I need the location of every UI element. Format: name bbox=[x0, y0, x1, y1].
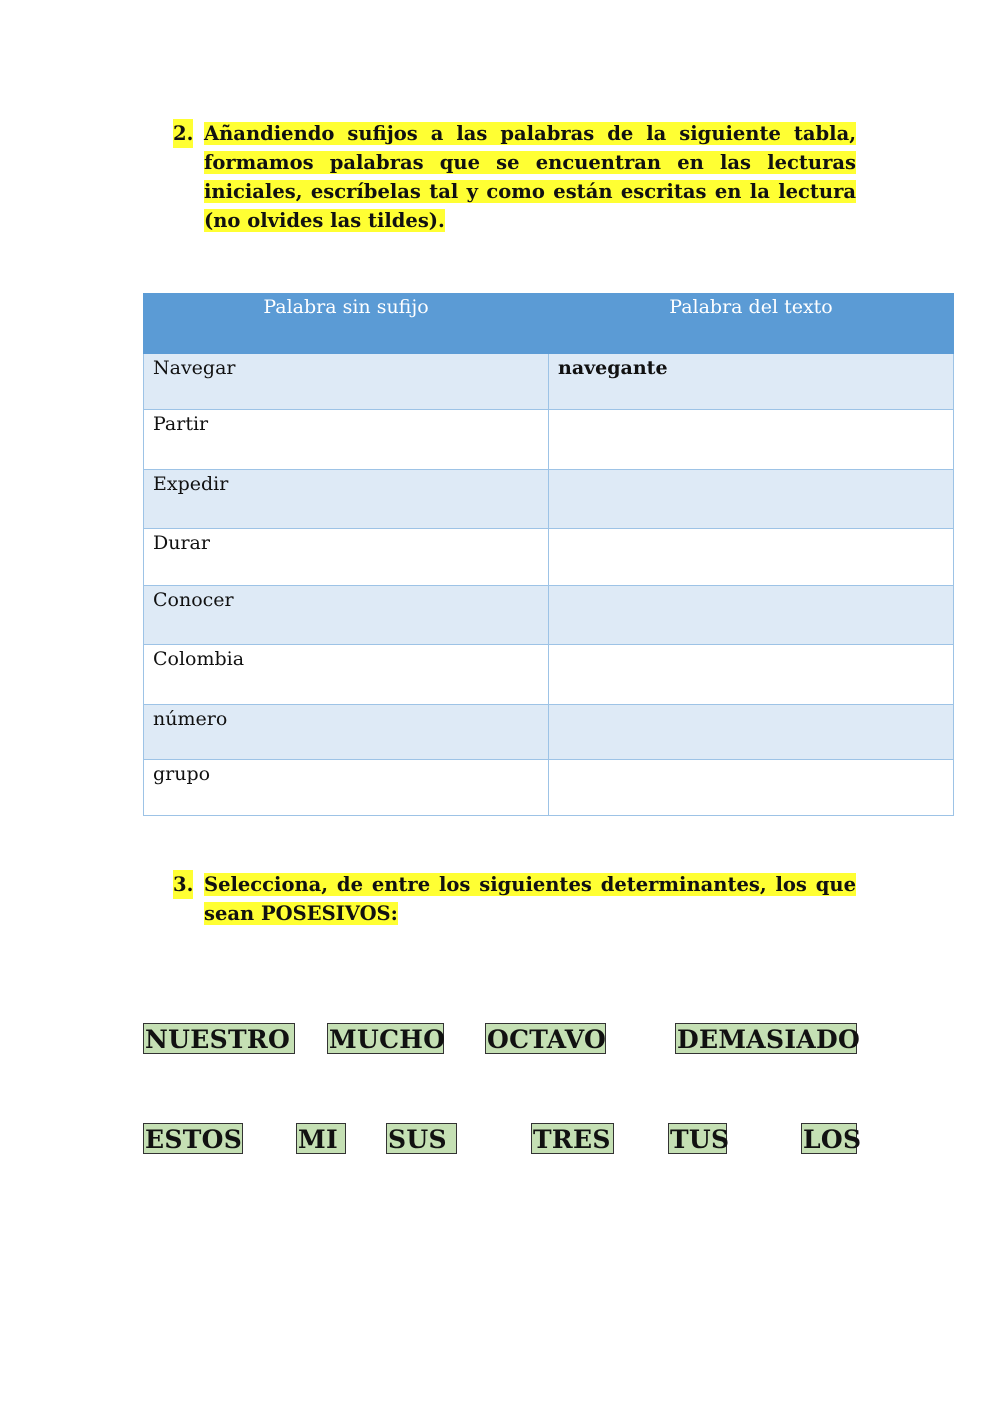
row-answer-input[interactable] bbox=[549, 410, 954, 470]
row-answer-input[interactable] bbox=[549, 529, 954, 586]
option-chip-tres[interactable]: TRES bbox=[531, 1123, 614, 1154]
option-chip-nuestro[interactable]: NUESTRO bbox=[143, 1023, 295, 1054]
question-2-text: Añandiendo sufijos a las palabras de la siguiente tabla, formamos palabras que se encuentran en las lecturas iniciales, escríbelas tal y como están escritas en la lectura (no olvides las tildes). bbox=[204, 122, 856, 232]
row-answer-input[interactable] bbox=[549, 586, 954, 645]
row-answer-input[interactable] bbox=[549, 470, 954, 529]
question-3 bbox=[173, 870, 856, 928]
option-chip-demasiado[interactable]: DEMASIADO bbox=[677, 1025, 861, 1054]
option-chip-sus[interactable]: SUS bbox=[386, 1123, 457, 1154]
table-row bbox=[144, 586, 954, 645]
table-row bbox=[144, 354, 954, 410]
option-chip-estos[interactable]: ESTOS bbox=[145, 1125, 243, 1154]
table-row bbox=[144, 760, 954, 816]
row-word: número bbox=[144, 705, 549, 760]
row-word: Durar bbox=[144, 529, 549, 586]
question-2 bbox=[173, 119, 856, 235]
header-word-from-text: Palabra del texto bbox=[549, 294, 954, 354]
row-word: Conocer bbox=[144, 586, 549, 645]
option-chip-mi[interactable]: MI bbox=[296, 1123, 346, 1154]
option-chip-los[interactable]: LOS bbox=[803, 1125, 862, 1154]
row-word: Colombia bbox=[144, 645, 549, 705]
option-chip-octavo[interactable]: OCTAVO bbox=[487, 1025, 607, 1054]
suffix-table bbox=[143, 293, 954, 816]
table-row bbox=[144, 645, 954, 705]
table-row bbox=[144, 410, 954, 470]
option-chip-tus[interactable]: TUS bbox=[670, 1125, 730, 1154]
row-answer-input[interactable] bbox=[549, 705, 954, 760]
row-answer-input[interactable]: navegante bbox=[549, 354, 954, 410]
table-row bbox=[144, 705, 954, 760]
table-row bbox=[144, 529, 954, 586]
question-3-number: 3. bbox=[173, 870, 193, 899]
table-row bbox=[144, 470, 954, 529]
question-2-number: 2. bbox=[173, 119, 193, 148]
row-answer-input[interactable] bbox=[549, 645, 954, 705]
row-word: Partir bbox=[144, 410, 549, 470]
option-chip-mucho[interactable]: MUCHO bbox=[329, 1025, 446, 1054]
row-word: grupo bbox=[144, 760, 549, 816]
header-word-without-suffix: Palabra sin sufijo bbox=[144, 294, 549, 354]
row-word: Expedir bbox=[144, 470, 549, 529]
question-3-text: Selecciona, de entre los siguientes determinantes, los que sean POSESIVOS: bbox=[204, 873, 856, 925]
row-answer-input[interactable] bbox=[549, 760, 954, 816]
table-header-row bbox=[144, 294, 954, 354]
row-word: Navegar bbox=[144, 354, 549, 410]
